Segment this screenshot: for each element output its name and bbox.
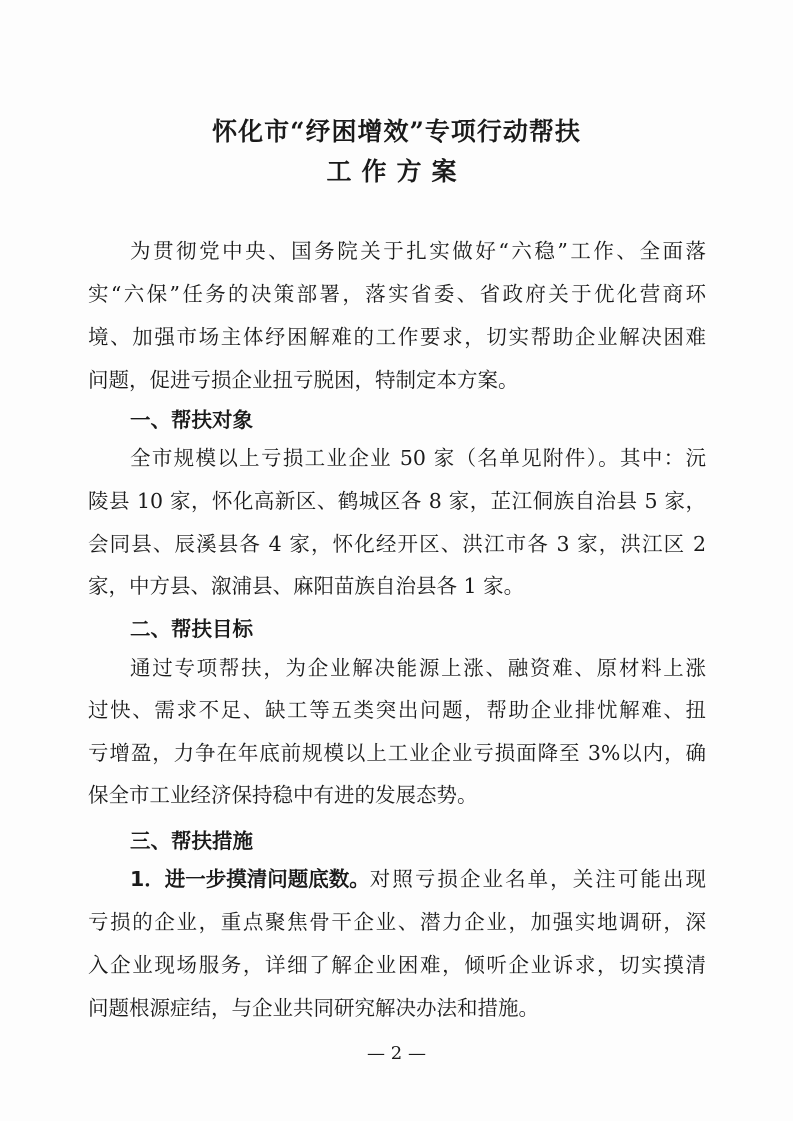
section3-line: 问题根源症结，与企业共同研究解决办法和措施。 (88, 996, 539, 1020)
section3-line: 入企业现场服务，详细了解企业困难，倾听企业诉求，切实摸清 (88, 953, 706, 977)
intro-line: 实“六保”任务的决策部署，落实省委、省政府关于优化营商环 (88, 282, 706, 306)
section1-line: 陵县 10 家，怀化高新区、鹤城区各 8 家，芷江侗族自治县 5 家， (88, 489, 706, 513)
section3-line: 对照亏损企业名单，关注可能出现 (369, 867, 706, 891)
page-number: — 2 — (367, 1043, 426, 1064)
section2-line: 保全市工业经济保持稳中有进的发展态势。 (88, 783, 478, 807)
section2-line: 通过专项帮扶，为企业解决能源上涨、融资难、原材料上涨 (130, 656, 706, 680)
section-heading-1: 一、帮扶对象 (130, 408, 253, 432)
title-line-2: 工作方案 (326, 157, 467, 186)
intro-line: 为贯彻党中央、国务院关于扎实做好“六稳”工作、全面落 (130, 239, 706, 263)
section1-line: 全市规模以上亏损工业企业 50 家（名单见附件）。其中：沅 (130, 446, 706, 470)
section2-line: 过快、需求不足、缺工等五类突出问题，帮助企业排忧解难、扭 (88, 698, 706, 722)
section1-line: 家，中方县、溆浦县、麻阳苗族自治县各 1 家。 (88, 574, 525, 598)
item-1-title: 1．进一步摸清问题底数。 (130, 867, 370, 891)
section2-line: 亏增盈，力争在年底前规模以上工业企业亏损面降至 3%以内，确 (88, 741, 706, 765)
title-line-1: 怀化市“纾困增效”专项行动帮扶 (212, 117, 581, 146)
section-heading-2: 二、帮扶目标 (130, 617, 253, 641)
section1-line: 会同县、辰溪县各 4 家，怀化经开区、洪江市各 3 家，洪江区 2 (88, 532, 706, 556)
section3-line: 亏损的企业，重点聚焦骨干企业、潜力企业，加强实地调研，深 (88, 910, 706, 934)
section3-first-line (130, 866, 706, 892)
section-heading-3: 三、帮扶措施 (130, 829, 253, 853)
intro-line: 问题，促进亏损企业扭亏脱困，特制定本方案。 (88, 368, 519, 392)
intro-line: 境、加强市场主体纾困解难的工作要求，切实帮助企业解决困难 (88, 325, 706, 349)
